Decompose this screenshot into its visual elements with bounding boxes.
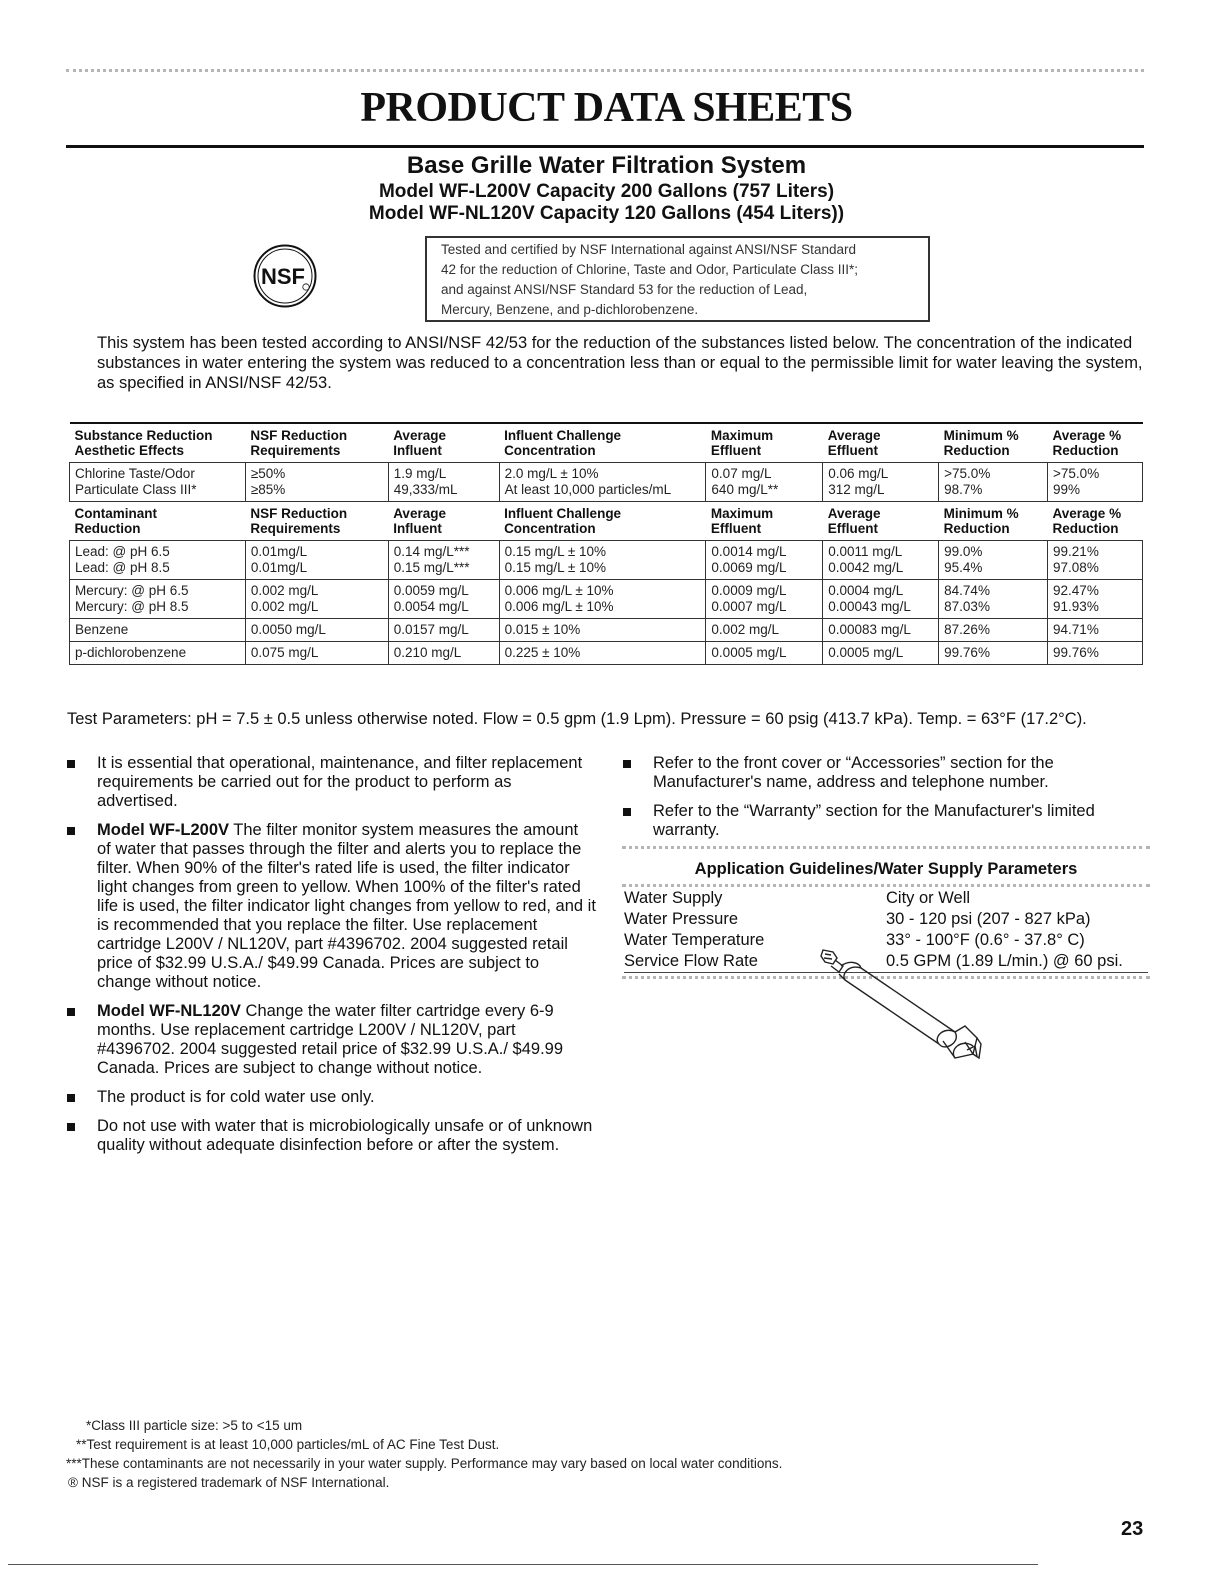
table-cell-line: 99% (1053, 482, 1081, 497)
left-bullet-list (66, 754, 596, 1165)
table-cell-line: 0.01mg/L (250, 544, 308, 559)
bullet-model-name: Model WF-L200V (97, 821, 230, 839)
column-header-line: Average (393, 428, 446, 443)
table-cell-line: 0.006 mg/L ± 10% (504, 583, 614, 598)
table-cell-line: 0.14 mg/L*** (393, 544, 470, 559)
table-cell (823, 541, 939, 580)
application-heading: Application Guidelines/Water Supply Parameters (694, 860, 1078, 878)
table-cell-line: 0.0054 mg/L (393, 599, 469, 614)
table-cell-line: 312 mg/L (828, 482, 885, 497)
table-header-row (70, 423, 1143, 463)
column-header-line: Concentration (504, 521, 596, 536)
column-header (499, 502, 706, 541)
table-header-row (70, 502, 1143, 541)
column-header-line: Influent Challenge (504, 428, 622, 443)
column-header (499, 423, 706, 463)
right-bullet-list (622, 754, 1150, 850)
table-cell-line: 97.08% (1053, 560, 1099, 575)
table-cell (706, 619, 823, 642)
bullet-item: Refer to the front cover or “Accessories” section for the Manufacturer's name, address and telephone number. (622, 754, 1150, 792)
table-cell-line: Lead: @ pH 8.5 (75, 560, 170, 575)
test-parameters: Test Parameters: pH = 7.5 ± 0.5 unless otherwise noted. Flow = 0.5 gpm (1.9 Lpm). Pressure = 60 psig (413.7 kPa). Temp. = 63°F (17.2°C). (67, 710, 1087, 728)
table-cell (70, 642, 246, 665)
table-cell-line: Mercury: @ pH 8.5 (75, 599, 189, 614)
bullet-text: The filter monitor system measures the amount of water that passes through the filter and alerts you to replace the filter. When 90% of the filter's rated life is used, the filter indicator light changes from green to yellow. When 100% of the filter's rated life is used, the filter indicator light changes from yellow to red, and it is recommended that you replace the filter. Use replacement cartridge L200V / NL120V, part #4396702. 2004 suggested retail price of $32.99 U.S.A./ $49.99 Canada. Prices are subject to change without notice. (97, 821, 596, 991)
column-header-line: Average % (1052, 428, 1122, 443)
column-header (1048, 423, 1143, 463)
table-cell-line: 0.0007 mg/L (711, 599, 787, 614)
bottom-rule (8, 1564, 1038, 1565)
table-row (70, 463, 1143, 502)
bullet-item (66, 1002, 596, 1078)
application-row (624, 909, 1148, 930)
page-number: 23 (1121, 1518, 1144, 1540)
table-cell-line: 98.7% (944, 482, 983, 497)
footnote-4: ® NSF is a registered trademark of NSF International. (68, 1475, 390, 1490)
table-cell (388, 580, 499, 619)
table-cell (1048, 580, 1143, 619)
column-header (706, 423, 823, 463)
column-header-line: Contaminant (74, 506, 157, 521)
nsf-logo (253, 244, 317, 308)
column-header (939, 502, 1048, 541)
column-header (1048, 502, 1143, 541)
table-cell-line: 49,333/mL (393, 482, 458, 497)
footnote-1: *Class III particle size: >5 to <15 um (86, 1418, 303, 1433)
table-cell-line: >75.0% (1053, 466, 1100, 481)
application-value: 30 - 120 psi (207 - 827 kPa) (886, 910, 1091, 928)
table-cell-line: 640 mg/L** (711, 482, 779, 497)
table-cell-line: 87.26% (944, 622, 990, 637)
table-cell (939, 463, 1048, 502)
application-value: City or Well (886, 889, 971, 907)
column-header-line: Influent (393, 443, 442, 458)
table-cell-line: 0.00083 mg/L (828, 622, 911, 637)
application-label: Service Flow Rate (624, 952, 758, 970)
table-cell-line: 91.93% (1053, 599, 1099, 614)
table-cell (706, 580, 823, 619)
table-cell (823, 463, 939, 502)
top-dotted-rule (66, 69, 1144, 72)
table-cell-line: 0.0069 mg/L (711, 560, 787, 575)
table-cell-line: 99.21% (1053, 544, 1099, 559)
column-header-line: Aesthetic Effects (74, 443, 185, 458)
table-row (70, 619, 1143, 642)
column-header-line: Substance Reduction (74, 428, 213, 443)
bullet-text: Do not use with water that is microbiologically unsafe or of unknown quality without adequate disinfection before or after the system. (97, 1117, 593, 1154)
table-cell (70, 463, 246, 502)
table-cell-line: 0.015 ± 10% (504, 622, 581, 637)
intro-paragraph: This system has been tested according to ANSI/NSF 42/53 for the reduction of the substances listed below. The concentration of the indicated substances in water entering the system was reduced to a concentration less than or equal to the permissible limit for water leaving the system, as specified in ANSI/NSF 42/53. (97, 334, 1143, 392)
table-cell-line: 0.15 mg/L ± 10% (504, 544, 607, 559)
table-cell-line: 99.76% (1053, 645, 1099, 660)
table-cell-line: 87.03% (944, 599, 990, 614)
column-header (70, 502, 246, 541)
table-cell-line: 1.9 mg/L (393, 466, 447, 481)
column-header-line: Average (393, 506, 446, 521)
bullet-text: It is essential that operational, maintenance, and filter replacement requirements be carried out for the product to perform as advertised. (97, 754, 583, 810)
model-capacity-1: Model WF-L200V Capacity 200 Gallons (757 Liters) (378, 181, 835, 202)
column-header-line: Influent Challenge (504, 506, 622, 521)
table-cell (499, 463, 706, 502)
bullet-text: Change the water filter cartridge every 6-9 months. Use replacement cartridge L200V / NL120V, part #4396702. 2004 suggested retail price of $32.99 U.S.A./ $49.99 Canada. Prices are subject to change without notice. (97, 1002, 564, 1077)
table-cell-line: 0.002 mg/L (250, 599, 319, 614)
table-cell-line: 0.07 mg/L (711, 466, 772, 481)
table-cell-line: 0.075 mg/L (250, 645, 319, 660)
table-cell (823, 580, 939, 619)
table-row (70, 580, 1143, 619)
table-cell (499, 580, 706, 619)
application-row (624, 888, 1148, 909)
table-cell-line: 0.210 mg/L (393, 645, 462, 660)
table-cell-line: 0.002 mg/L (711, 622, 779, 637)
certification-line: Mercury, Benzene, and p-dichlorobenzene. (441, 302, 699, 317)
column-header-line: NSF Reduction (250, 506, 348, 521)
table-cell (1048, 619, 1143, 642)
table-cell (245, 541, 388, 580)
table-cell-line: 0.0004 mg/L (828, 583, 904, 598)
table-cell (706, 463, 823, 502)
table-cell-line: Chlorine Taste/Odor (75, 466, 195, 481)
title-rule (66, 145, 1144, 148)
certification-line: 42 for the reduction of Chlorine, Taste and Odor, Particulate Class III*; (441, 262, 858, 277)
table-cell (70, 619, 246, 642)
application-label: Water Supply (624, 889, 723, 907)
application-label: Water Pressure (624, 910, 739, 928)
column-header (823, 502, 939, 541)
table-cell-line: p-dichlorobenzene (75, 645, 187, 660)
bullet-text: The product is for cold water use only. (97, 1088, 375, 1106)
table-cell-line: ≥85% (250, 482, 286, 497)
table-cell (70, 541, 246, 580)
certification-line: Tested and certified by NSF International against ANSI/NSF Standard (441, 242, 856, 257)
model-capacity-2: Model WF-NL120V Capacity 120 Gallons (454 Liters)) (368, 203, 845, 224)
column-header-line: Reduction (1052, 443, 1119, 458)
footnote-2: **Test requirement is at least 10,000 particles/mL of AC Fine Test Dust. (76, 1437, 500, 1452)
table-cell-line: 0.0157 mg/L (393, 622, 469, 637)
certification-line: and against ANSI/NSF Standard 53 for the reduction of Lead, (441, 282, 808, 297)
table-cell-line: 0.06 mg/L (828, 466, 889, 481)
table-cell-line: Particulate Class III* (75, 482, 197, 497)
bullet-model-name: Model WF-NL120V (97, 1002, 241, 1020)
application-value: 33° - 100°F (0.6° - 37.8° C) (886, 931, 1085, 949)
table-cell (939, 541, 1048, 580)
application-label: Water Temperature (624, 931, 765, 949)
table-cell (706, 642, 823, 665)
table-cell-line: 0.0005 mg/L (711, 645, 787, 660)
column-header-line: Reduction (74, 521, 141, 536)
footnote-3: ***These contaminants are not necessarily in your water supply. Performance may vary based on local water conditions. (66, 1456, 783, 1471)
bullet-item: Refer to the “Warranty” section for the Manufacturer's limited warranty. (622, 802, 1150, 840)
table-cell-line: 84.74% (944, 583, 990, 598)
column-header-line: Effluent (710, 521, 762, 536)
bullet-item (66, 1088, 596, 1107)
table-cell-line: ≥50% (250, 466, 286, 481)
table-cell-line: 99.0% (944, 544, 983, 559)
table-cell (499, 541, 706, 580)
bullet-item (66, 821, 596, 992)
table-cell-line: Lead: @ pH 6.5 (75, 544, 170, 559)
column-header-line: Requirements (250, 521, 341, 536)
column-header (823, 423, 939, 463)
filter-cartridge-illustration (815, 946, 995, 1070)
column-header-line: Minimum % (943, 428, 1019, 443)
column-header-line: Reduction (943, 443, 1010, 458)
table-cell (939, 580, 1048, 619)
column-header-line: Reduction (943, 521, 1010, 536)
column-header (70, 423, 246, 463)
table-cell (499, 619, 706, 642)
page-title: PRODUCT DATA SHEETS (360, 85, 853, 131)
column-header-line: Minimum % (943, 506, 1019, 521)
bullet-item (66, 1117, 596, 1155)
table-cell (1048, 541, 1143, 580)
column-header-line: Maximum (710, 506, 774, 521)
table-cell-line: 0.15 mg/L*** (393, 560, 470, 575)
system-title: Base Grille Water Filtration System (406, 152, 807, 179)
column-header (939, 423, 1048, 463)
table-cell (245, 580, 388, 619)
table-cell (70, 580, 246, 619)
table-cell (823, 619, 939, 642)
app-top-dotted-rule (622, 846, 1150, 849)
column-header (388, 423, 499, 463)
table-cell (245, 619, 388, 642)
column-header-line: Average (827, 506, 881, 521)
application-value: 0.5 GPM (1.89 L/min.) @ 60 psi. (886, 952, 1123, 970)
column-header-line: Average (827, 428, 881, 443)
column-header-line: Requirements (250, 443, 341, 458)
table-cell-line: 0.225 ± 10% (504, 645, 581, 660)
table-cell-line: 0.0014 mg/L (711, 544, 787, 559)
table-cell-line: 0.0059 mg/L (393, 583, 469, 598)
table-cell-line: Mercury: @ pH 6.5 (75, 583, 189, 598)
substance-reduction-table (69, 422, 1143, 665)
table-cell (1048, 642, 1143, 665)
footnotes (62, 1416, 1062, 1492)
table-cell-line: 0.006 mg/L ± 10% (504, 599, 614, 614)
table-cell-line: 0.15 mg/L ± 10% (504, 560, 607, 575)
table-cell (388, 642, 499, 665)
column-header-line: Average % (1052, 506, 1122, 521)
certification-box (425, 236, 930, 322)
table-row (70, 642, 1143, 665)
table-cell-line: 0.0050 mg/L (250, 622, 326, 637)
table-cell-line: 2.0 mg/L ± 10% (504, 466, 599, 481)
table-cell-line: 92.47% (1053, 583, 1099, 598)
table-cell-line: 0.01mg/L (250, 560, 308, 575)
table-cell-line: 0.0042 mg/L (828, 560, 904, 575)
table-cell (388, 541, 499, 580)
table-cell-line: 0.0009 mg/L (711, 583, 787, 598)
column-header-line: Maximum (710, 428, 774, 443)
table-cell (388, 619, 499, 642)
nsf-logo-text: NSF (261, 264, 305, 289)
table-cell-line: 95.4% (944, 560, 983, 575)
table-cell-line: 0.0005 mg/L (828, 645, 904, 660)
table-cell-line: 0.00043 mg/L (828, 599, 911, 614)
table-cell (939, 619, 1048, 642)
bullet-item (66, 754, 596, 811)
table-cell (1048, 463, 1143, 502)
table-cell (245, 463, 388, 502)
app-mid-dotted-rule (622, 884, 1150, 887)
table-cell (823, 642, 939, 665)
column-header-line: NSF Reduction (250, 428, 348, 443)
column-header-line: Reduction (1052, 521, 1119, 536)
table-cell (939, 642, 1048, 665)
table-cell-line: Benzene (75, 622, 129, 637)
table-cell (706, 541, 823, 580)
column-header (245, 423, 388, 463)
table-cell-line: 94.71% (1053, 622, 1099, 637)
column-header-line: Effluent (827, 521, 879, 536)
table-row (70, 541, 1143, 580)
column-header (388, 502, 499, 541)
column-header (706, 502, 823, 541)
table-cell-line: At least 10,000 particles/mL (504, 482, 672, 497)
column-header (245, 502, 388, 541)
column-header-line: Concentration (504, 443, 596, 458)
column-header-line: Influent (393, 521, 442, 536)
table-cell (245, 642, 388, 665)
table-cell-line: 0.002 mg/L (250, 583, 319, 598)
table-cell (388, 463, 499, 502)
table-cell-line: >75.0% (944, 466, 991, 481)
table-cell-line: 99.76% (944, 645, 990, 660)
column-header-line: Effluent (710, 443, 762, 458)
table-cell (499, 642, 706, 665)
column-header-line: Effluent (827, 443, 879, 458)
table-cell-line: 0.0011 mg/L (828, 544, 903, 559)
